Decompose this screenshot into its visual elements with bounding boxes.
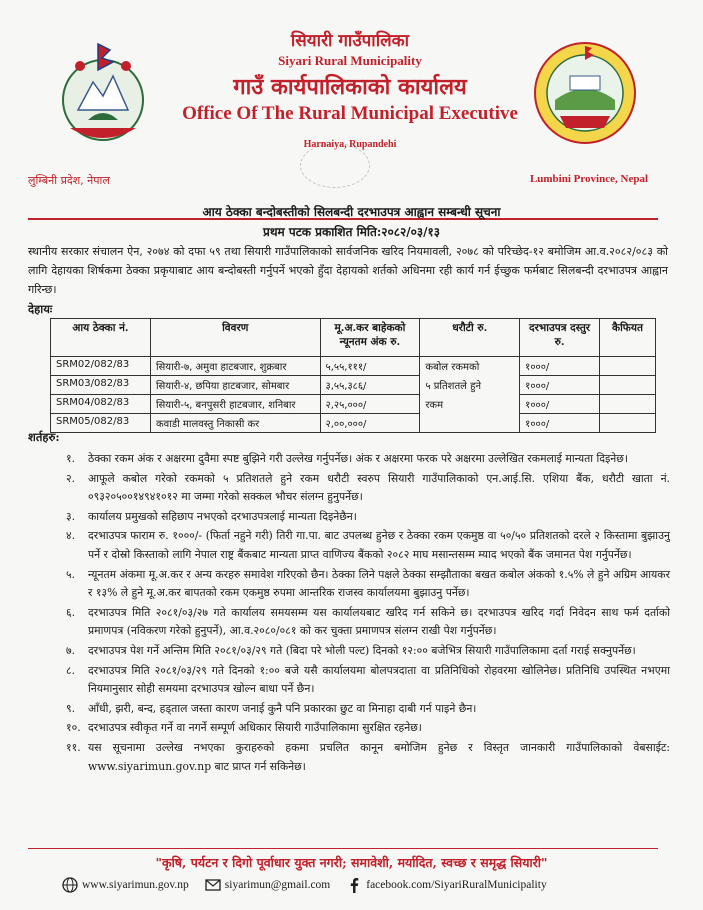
terms-label: शर्तहरु: [28, 430, 60, 444]
list-item [66, 604, 670, 641]
term-text: दरभाउपत्र पेश गर्ने अन्तिम मिति २०८१/०३/२९ गते (बिदा परे भोली पल्ट) दिनको १२:०० बजेभित्र सियारी गाउँपालिकामा दर्ता गराई सक्नुपर्नेछ। [88, 643, 636, 657]
office-address: Harnaiya, Rupandehi [303, 139, 397, 150]
term-number: ९. [66, 701, 76, 715]
term-text: आफूले कबोल गरेको रकमको ५ प्रतिशतले हुने रकम धरौटी स्वरुप सियारी गाउँपालिकाको एन.आई.सि. एशिया बैंक, धरौटी खाता नं. ०९३२०५००१४९४१०१२ मा जम्मा गरेको सक्कल भौचर संलग्न हुनुपर्नेछ। [88, 471, 670, 504]
footer-slogan: "कृषि, पर्यटन र दिगो पूर्वाधार युक्त नगरी; समावेशी, मर्यादित, स्वच्छ र समृद्ध सियारी" [155, 855, 548, 870]
cell-deposit: कबोल रकमको [420, 357, 520, 376]
table-row [51, 357, 656, 376]
footer-email[interactable] [205, 877, 330, 893]
footer-contacts [62, 877, 662, 893]
term-number: ११. [66, 740, 81, 754]
municipality-name-en: Siyari Rural Municipality [278, 53, 422, 68]
term-number: ४. [66, 529, 76, 543]
cell-contract-no: SRM04/082/83 [51, 395, 151, 414]
cell-remarks [600, 414, 656, 433]
notice-title: आय ठेक्का बन्दोबस्तीको सिलबन्दी दरभाउपत्र आह्वान सम्बन्धी सूचना [202, 205, 501, 219]
term-number: २. [66, 471, 76, 485]
dehay-label: देहायः [28, 302, 53, 316]
notice-intro-paragraph: स्थानीय सरकार संचालन ऐन, २०७४ को दफा ५९ तथा सियारी गाउँपालिकाको सार्वजनिक खरिद नियमावली, २०७८ को परिच्छेद-१२ बमोजिम आ.व.२०८२/०८३ को लागि देहायका शिर्षकमा ठेक्का प्रकृयाबाट आय बन्दोबस्ती गर्नुपर्ने भएको हुँदा देहायको शर्तको अधिनमा रही कार्य गर्न ईच्छुक फर्मबाट सिलबन्दी दरभाउपत्र आह्वान गरिन्छ। [28, 245, 668, 296]
envelope-icon [205, 877, 221, 893]
province-en: Lumbini Province, Nepal [529, 173, 648, 185]
siyari-municipality-logo [530, 38, 640, 148]
office-name-en: Office Of The Rural Municipal Executive [182, 103, 518, 124]
cell-fee: १०००/ [520, 357, 600, 376]
term-text: न्यूनतम अंकमा मू.अ.कर र अन्य करहरु समावेश गरिएको छैन। ठेक्का लिने पक्षले ठेक्का सम्झौताका बखत कबोल अंकको १.५% ले हुने अग्रिम आयकर र १३% ले हुने मू.अ.कर बापतको रकम एकमुष्ठ रुपमा आन्तरिक राजस्व कार्यालयमा बुझाउनु पर्नेछ। [88, 567, 670, 600]
list-item [66, 470, 670, 507]
province-np: लुम्बिनी प्रदेश, नेपाल [28, 174, 110, 187]
term-number: ३. [66, 509, 76, 523]
cell-remarks [600, 395, 656, 414]
cell-description: सियारी-५, बनपुसरी हाटबजार, शनिबार [150, 395, 320, 414]
list-item [66, 739, 670, 776]
term-number: १०. [66, 721, 81, 735]
globe-icon [62, 877, 78, 893]
term-text: ठेक्का रकम अंक र अक्षरमा दुवैमा स्पष्ट बुझिने गरी उल्लेख गर्नुपर्नेछ। अंक र अक्षरमा फरक परे अक्षरमा उल्लेखित रकमलाई मान्यता दिइनेछ। [88, 452, 628, 465]
cell-min-amount: २,००,०००/ [320, 414, 420, 433]
cell-contract-no: SRM03/082/83 [51, 376, 151, 395]
term-text: दरभाउपत्र मिति २०८१/०३/२९ गते दिनको १:०० बजे यसै कार्यालयमा बोलपत्रदाता वा प्रतिनिधिको रोहवरमा खोलिनेछ। प्रतिनिधि उपस्थित नभएमा नियमानुसार सोही समयमा दरभाउपत्र खोल्न बाधा पर्ने छैन। [88, 663, 670, 696]
term-text: आँधी, झरी, बन्द, हड्ताल जस्ता कारण जनाई कुनै पनि प्रकारका छुट वा मिनाहा दाबी गर्न पाइने छैन। [88, 701, 477, 715]
table-header-row [51, 319, 656, 357]
office-name-np: गाउँ कार्यपालिकाको कार्यालय [233, 74, 467, 100]
cell-min-amount: ५,५५,१११/ [320, 357, 420, 376]
list-item [66, 508, 670, 527]
cell-description: सियारी-७, अमुवा हाटबजार, शुक्रबार [150, 357, 320, 376]
list-item [66, 527, 670, 564]
list-item [66, 662, 670, 699]
municipality-name-np: सियारी गाउँपालिका [290, 31, 410, 51]
cell-min-amount: २,२५,०००/ [320, 395, 420, 414]
table-row [51, 414, 656, 433]
footer-facebook[interactable] [346, 877, 546, 893]
email-link[interactable]: siyarimun@gmail.com [224, 879, 331, 891]
term-text: कार्यालय प्रमुखको सहिछाप नभएको दरभाउपत्रलाई मान्यता दिइनेछैन। [88, 509, 357, 523]
col-header-remarks: कैफियत [600, 319, 656, 357]
term-number: १. [66, 452, 76, 465]
col-header-fee: दरभाउपत्र दस्तुर रु. [520, 319, 600, 357]
letterhead [0, 28, 703, 188]
list-item [66, 642, 670, 661]
nepal-emblem-logo [58, 40, 148, 150]
term-text: दरभाउपत्र फाराम रु. १०००/- (फिर्ता नहुने गरी) तिरी गा.पा. बाट उपलब्ध हुनेछ र ठेक्का रकम एकमुष्ठ वा ५०/५० प्रतिशतको दरले २ किस्तामा बुझाउनु पर्ने र दोस्रो किस्ताको लागि नेपाल राष्ट्र बैंकबाट मान्यता प्राप्त वाणिज्य बैंकको २०८२ माघ मसान्तसम्म म्याद भएको बैंक जमानत पेश गर्नुपर्नेछ। [88, 529, 670, 561]
footer-website[interactable] [62, 877, 189, 893]
term-number: ७. [66, 643, 76, 657]
contract-table [50, 318, 656, 433]
cell-remarks [600, 376, 656, 395]
cell-min-amount: ३,५५,३८६/ [320, 376, 420, 395]
office-stamp [300, 143, 370, 188]
cell-description: सियारी-४, छपिया हाटबजार, सोमबार [150, 376, 320, 395]
website-link[interactable]: www.siyarimun.gov.np [82, 879, 189, 891]
notice-publish-date: प्रथम पटक प्रकाशित मिति:२०८२/०३/१३ [263, 225, 440, 239]
cell-remarks [600, 357, 656, 376]
term-text: यस सूचनामा उल्लेख नभएका कुराहरुको हकमा प्रचलित कानून बमोजिम हुनेछ र विस्तृत जानकारी गाउँपालिकाको वेबसाईट: www.siyarimun.gov.np बाट प्राप्त गर्न सकिनेछ। [88, 740, 670, 773]
term-text: दरभाउपत्र मिति २०८१/०३/२७ गते कार्यालय समयसम्म यस कार्यालयबाट खरिद गर्न सकिने छ। दरभाउपत्र खरिद गर्दा निवेदन साथ फर्म दर्ताको प्रमाणपत्र (नविकरण गरेको हुनुपर्ने), आ.व.२०८०/०८१ को कर चुक्ता प्रमाणपत्र संलग्न राखी पेश गर्नुपर्नेछ। [88, 605, 670, 638]
col-header-deposit: धरौटी रु. [420, 319, 520, 357]
cell-deposit: रकम [420, 395, 520, 414]
cell-deposit [420, 414, 520, 433]
term-text: दरभाउपत्र स्वीकृत गर्ने वा नगर्ने सम्पूर्ण अधिकार सियारी गाउँपालिकामा सुरक्षित रहनेछ। [88, 721, 422, 735]
cell-contract-no: SRM05/082/83 [51, 414, 151, 433]
table-row [51, 395, 656, 414]
term-number: ५. [66, 567, 76, 581]
cell-fee: १०००/ [520, 414, 600, 433]
footer-divider [28, 848, 658, 849]
list-item [66, 700, 670, 719]
table-row [51, 376, 656, 395]
list-item [66, 719, 670, 738]
cell-fee: १०००/ [520, 395, 600, 414]
col-header-description: विवरण [150, 319, 320, 357]
facebook-icon [346, 877, 362, 893]
terms-list [66, 450, 670, 777]
list-item [66, 450, 670, 469]
cell-deposit: ५ प्रतिशतले हुने [420, 376, 520, 395]
facebook-link[interactable]: facebook.com/SiyariRuralMunicipality [366, 879, 547, 891]
cell-fee: १०००/ [520, 376, 600, 395]
term-number: ६. [66, 605, 76, 619]
list-item [66, 566, 670, 603]
col-header-contract-no: आय ठेक्का नं. [51, 319, 151, 357]
cell-contract-no: SRM02/082/83 [51, 357, 151, 376]
cell-description: कवाडी मालवस्तु निकासी कर [150, 414, 320, 433]
term-number: ८. [66, 663, 76, 677]
office-title-block [150, 28, 550, 150]
col-header-min-amount: मू.अ.कर बाहेकको न्यूनतम अंक रु. [320, 319, 420, 357]
